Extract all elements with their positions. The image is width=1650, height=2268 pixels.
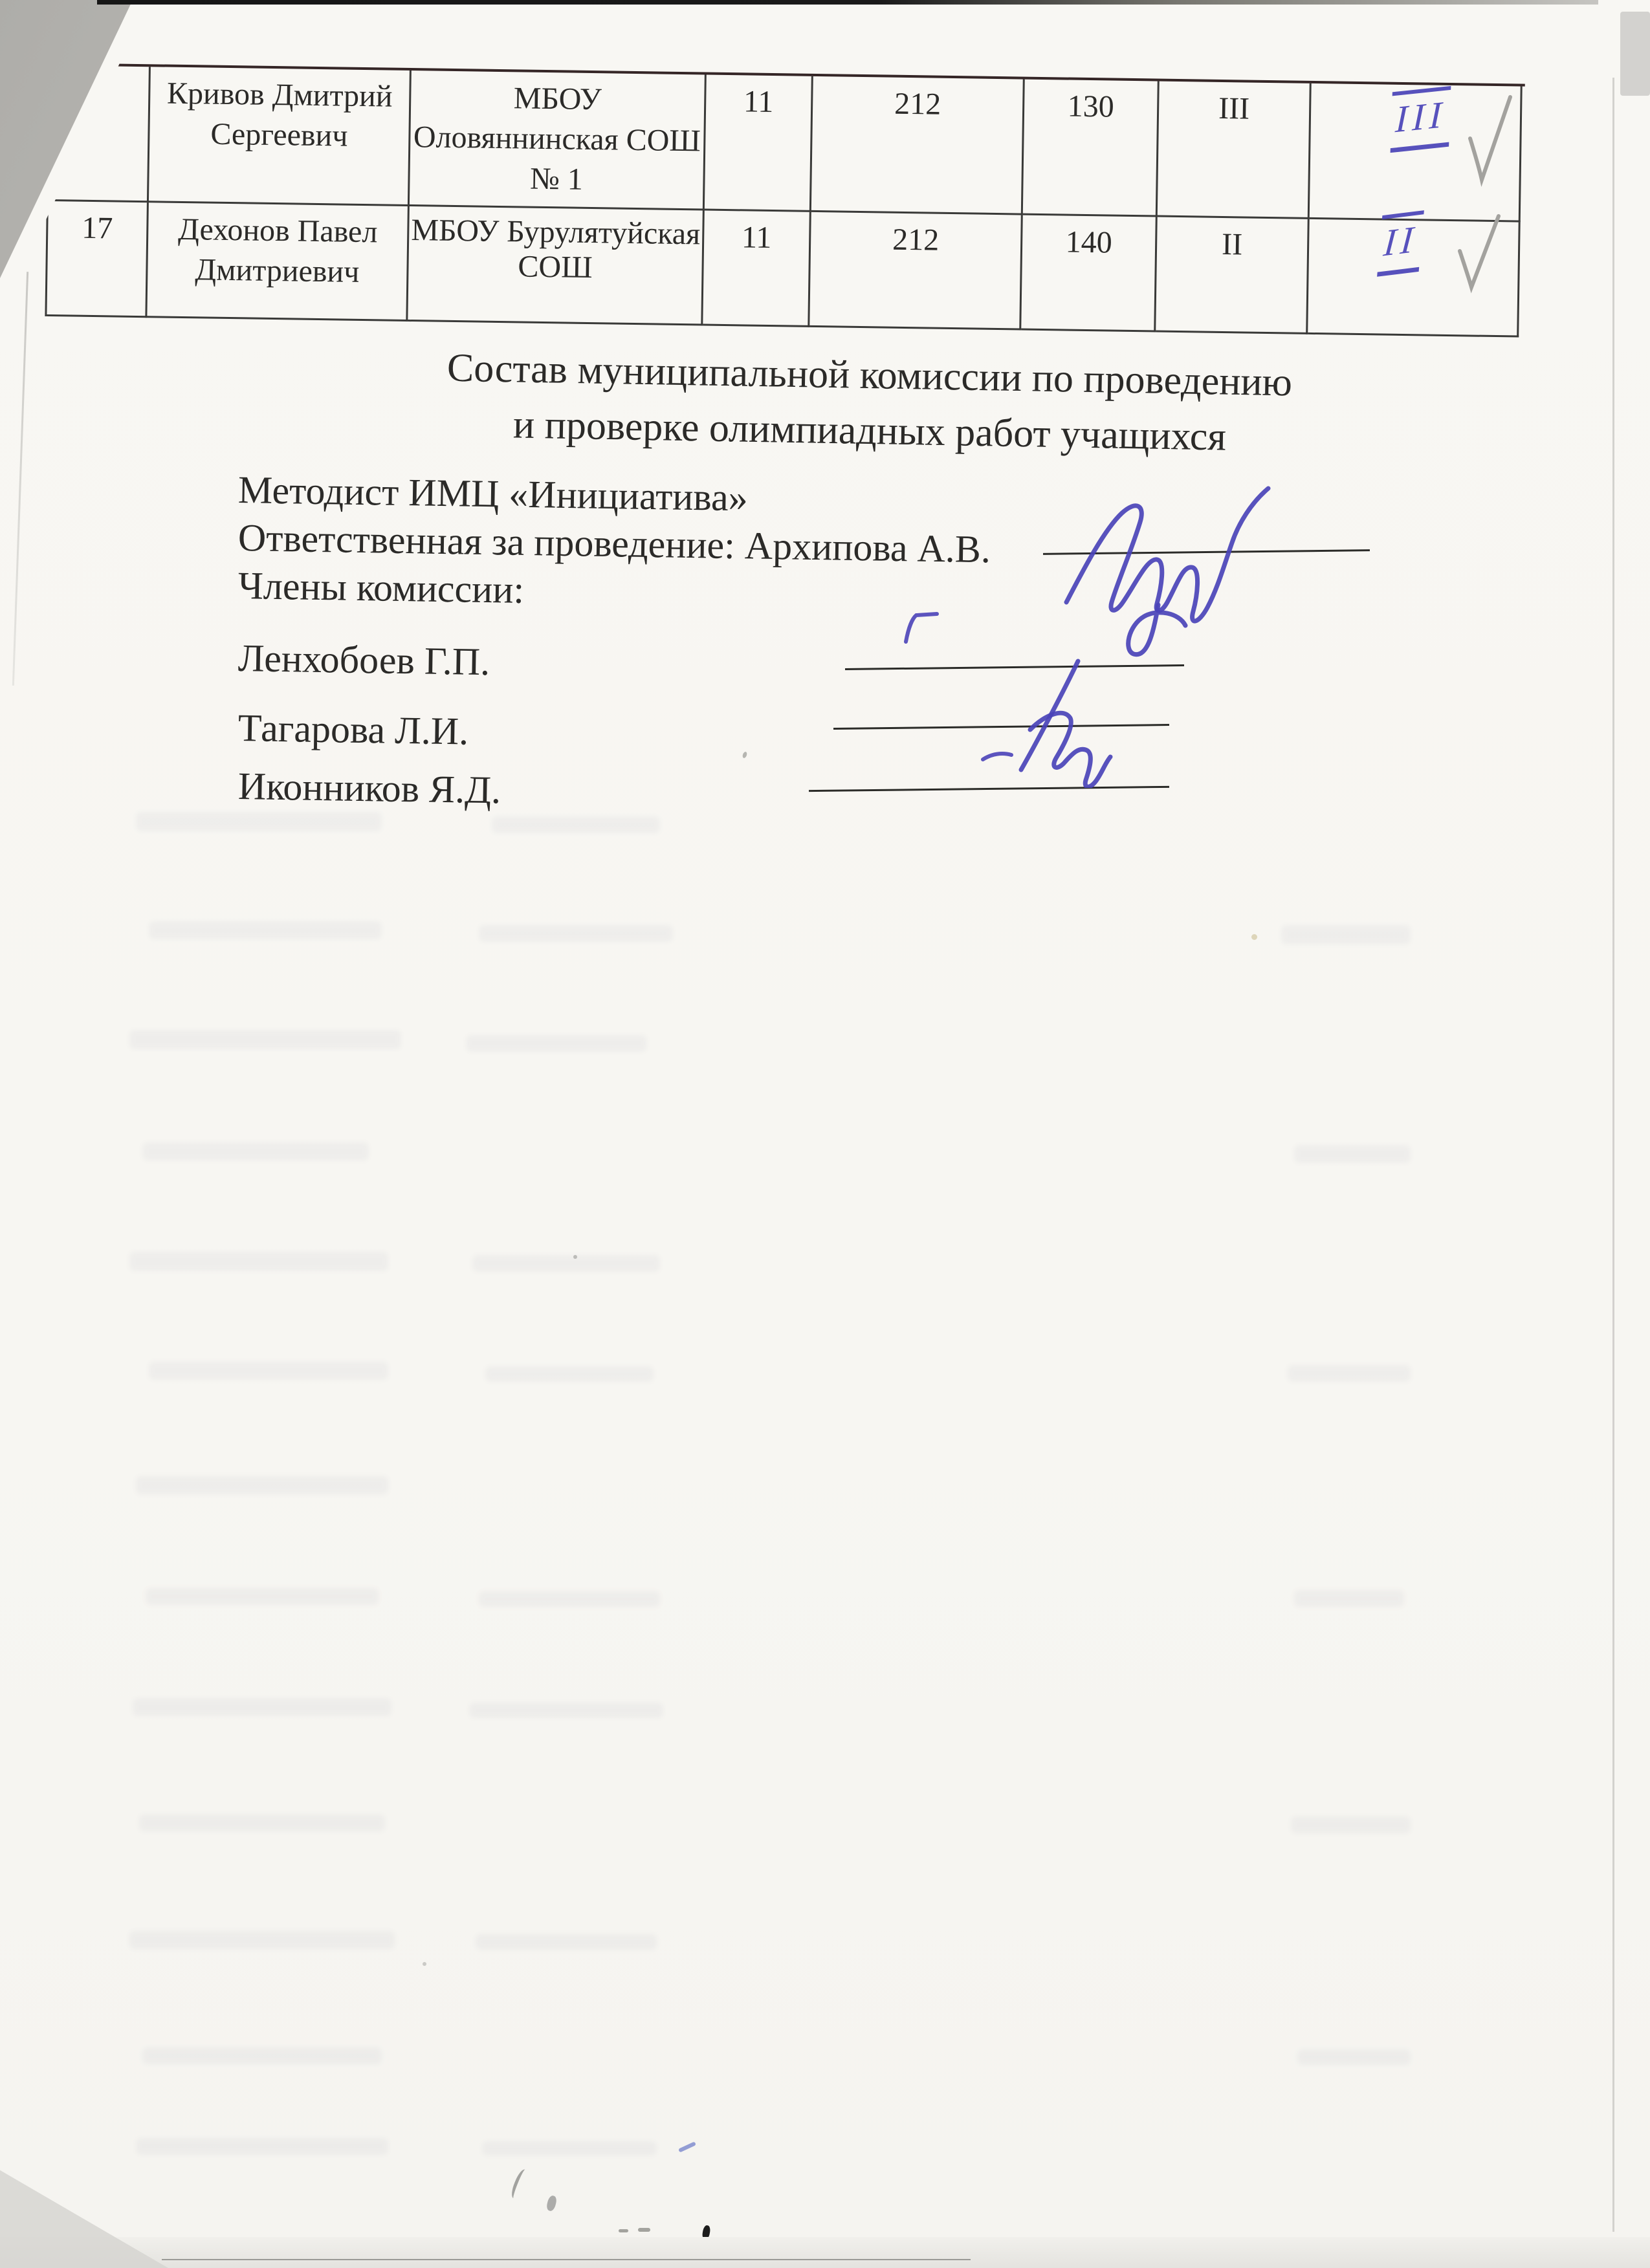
- ink-speck: [423, 1962, 426, 1966]
- member-signature-mark: [901, 611, 942, 647]
- page-bottom-edge-line: [162, 2259, 971, 2260]
- page-left-edge: [12, 272, 28, 686]
- member-name: Иконников Я.Д.: [237, 765, 501, 812]
- cell-max-points: 212: [809, 212, 1023, 331]
- cell-place: II: [1156, 217, 1310, 334]
- pen-speck: [509, 2168, 530, 2200]
- responsible-line: Ответственная за проведение: Архипова А.В.: [237, 516, 991, 571]
- pen-speck: [638, 2228, 650, 2232]
- page-right-edge: [1612, 78, 1614, 2232]
- commission-heading-line1: Состав муниципальной комиссии по проведению: [446, 345, 1293, 405]
- member-name: Тагарова Л.И.: [237, 706, 469, 753]
- scanner-top-edge: [97, 0, 1598, 5]
- cell-student-name: Кривов Дмитрий Сергеевич: [149, 67, 412, 206]
- handwritten-checkmark: [1464, 91, 1518, 188]
- pen-speck: [678, 2141, 696, 2152]
- pen-speck: [545, 2195, 558, 2212]
- cell-school: МБОУ Бурулятуйская СОШ: [408, 206, 705, 326]
- members-label: Члены комиссии:: [237, 564, 525, 611]
- page-right-corner-shade: [1620, 12, 1650, 96]
- member-signature: [1002, 652, 1125, 788]
- cell-max-points: 212: [811, 76, 1025, 215]
- cell-school: МБОУ Оловяннинская СОШ № 1: [410, 71, 707, 211]
- scanner-bottom-edge: [0, 2237, 1650, 2268]
- ink-speck: [1251, 934, 1257, 940]
- handwritten-place-mark: II: [1377, 210, 1424, 277]
- handwritten-checkmark: [1455, 211, 1506, 295]
- results-table: [45, 63, 1524, 338]
- cell-place: III: [1158, 82, 1312, 219]
- cell-score: 130: [1023, 80, 1160, 217]
- member-signature-mark: [980, 749, 1015, 763]
- cell-row-number: 17: [47, 201, 149, 318]
- methodist-line: Методист ИМЦ «Инициатива»: [237, 468, 749, 519]
- cell-score: 140: [1021, 215, 1158, 333]
- cell-grade: 11: [705, 75, 813, 212]
- cell-student-name: Дехонов Павел Дмитриевич: [147, 202, 410, 322]
- cell-grade: 11: [703, 211, 811, 327]
- commission-heading-line2: и проверке олимпиадных работ учащихся: [512, 402, 1227, 459]
- member-name: Ленхобоев Г.П.: [237, 637, 490, 684]
- ink-speck: [742, 751, 747, 758]
- pen-speck: [619, 2229, 628, 2232]
- handwritten-place-mark: III: [1391, 86, 1451, 153]
- ink-speck: [573, 1255, 577, 1259]
- responsible-signature: [1055, 475, 1275, 663]
